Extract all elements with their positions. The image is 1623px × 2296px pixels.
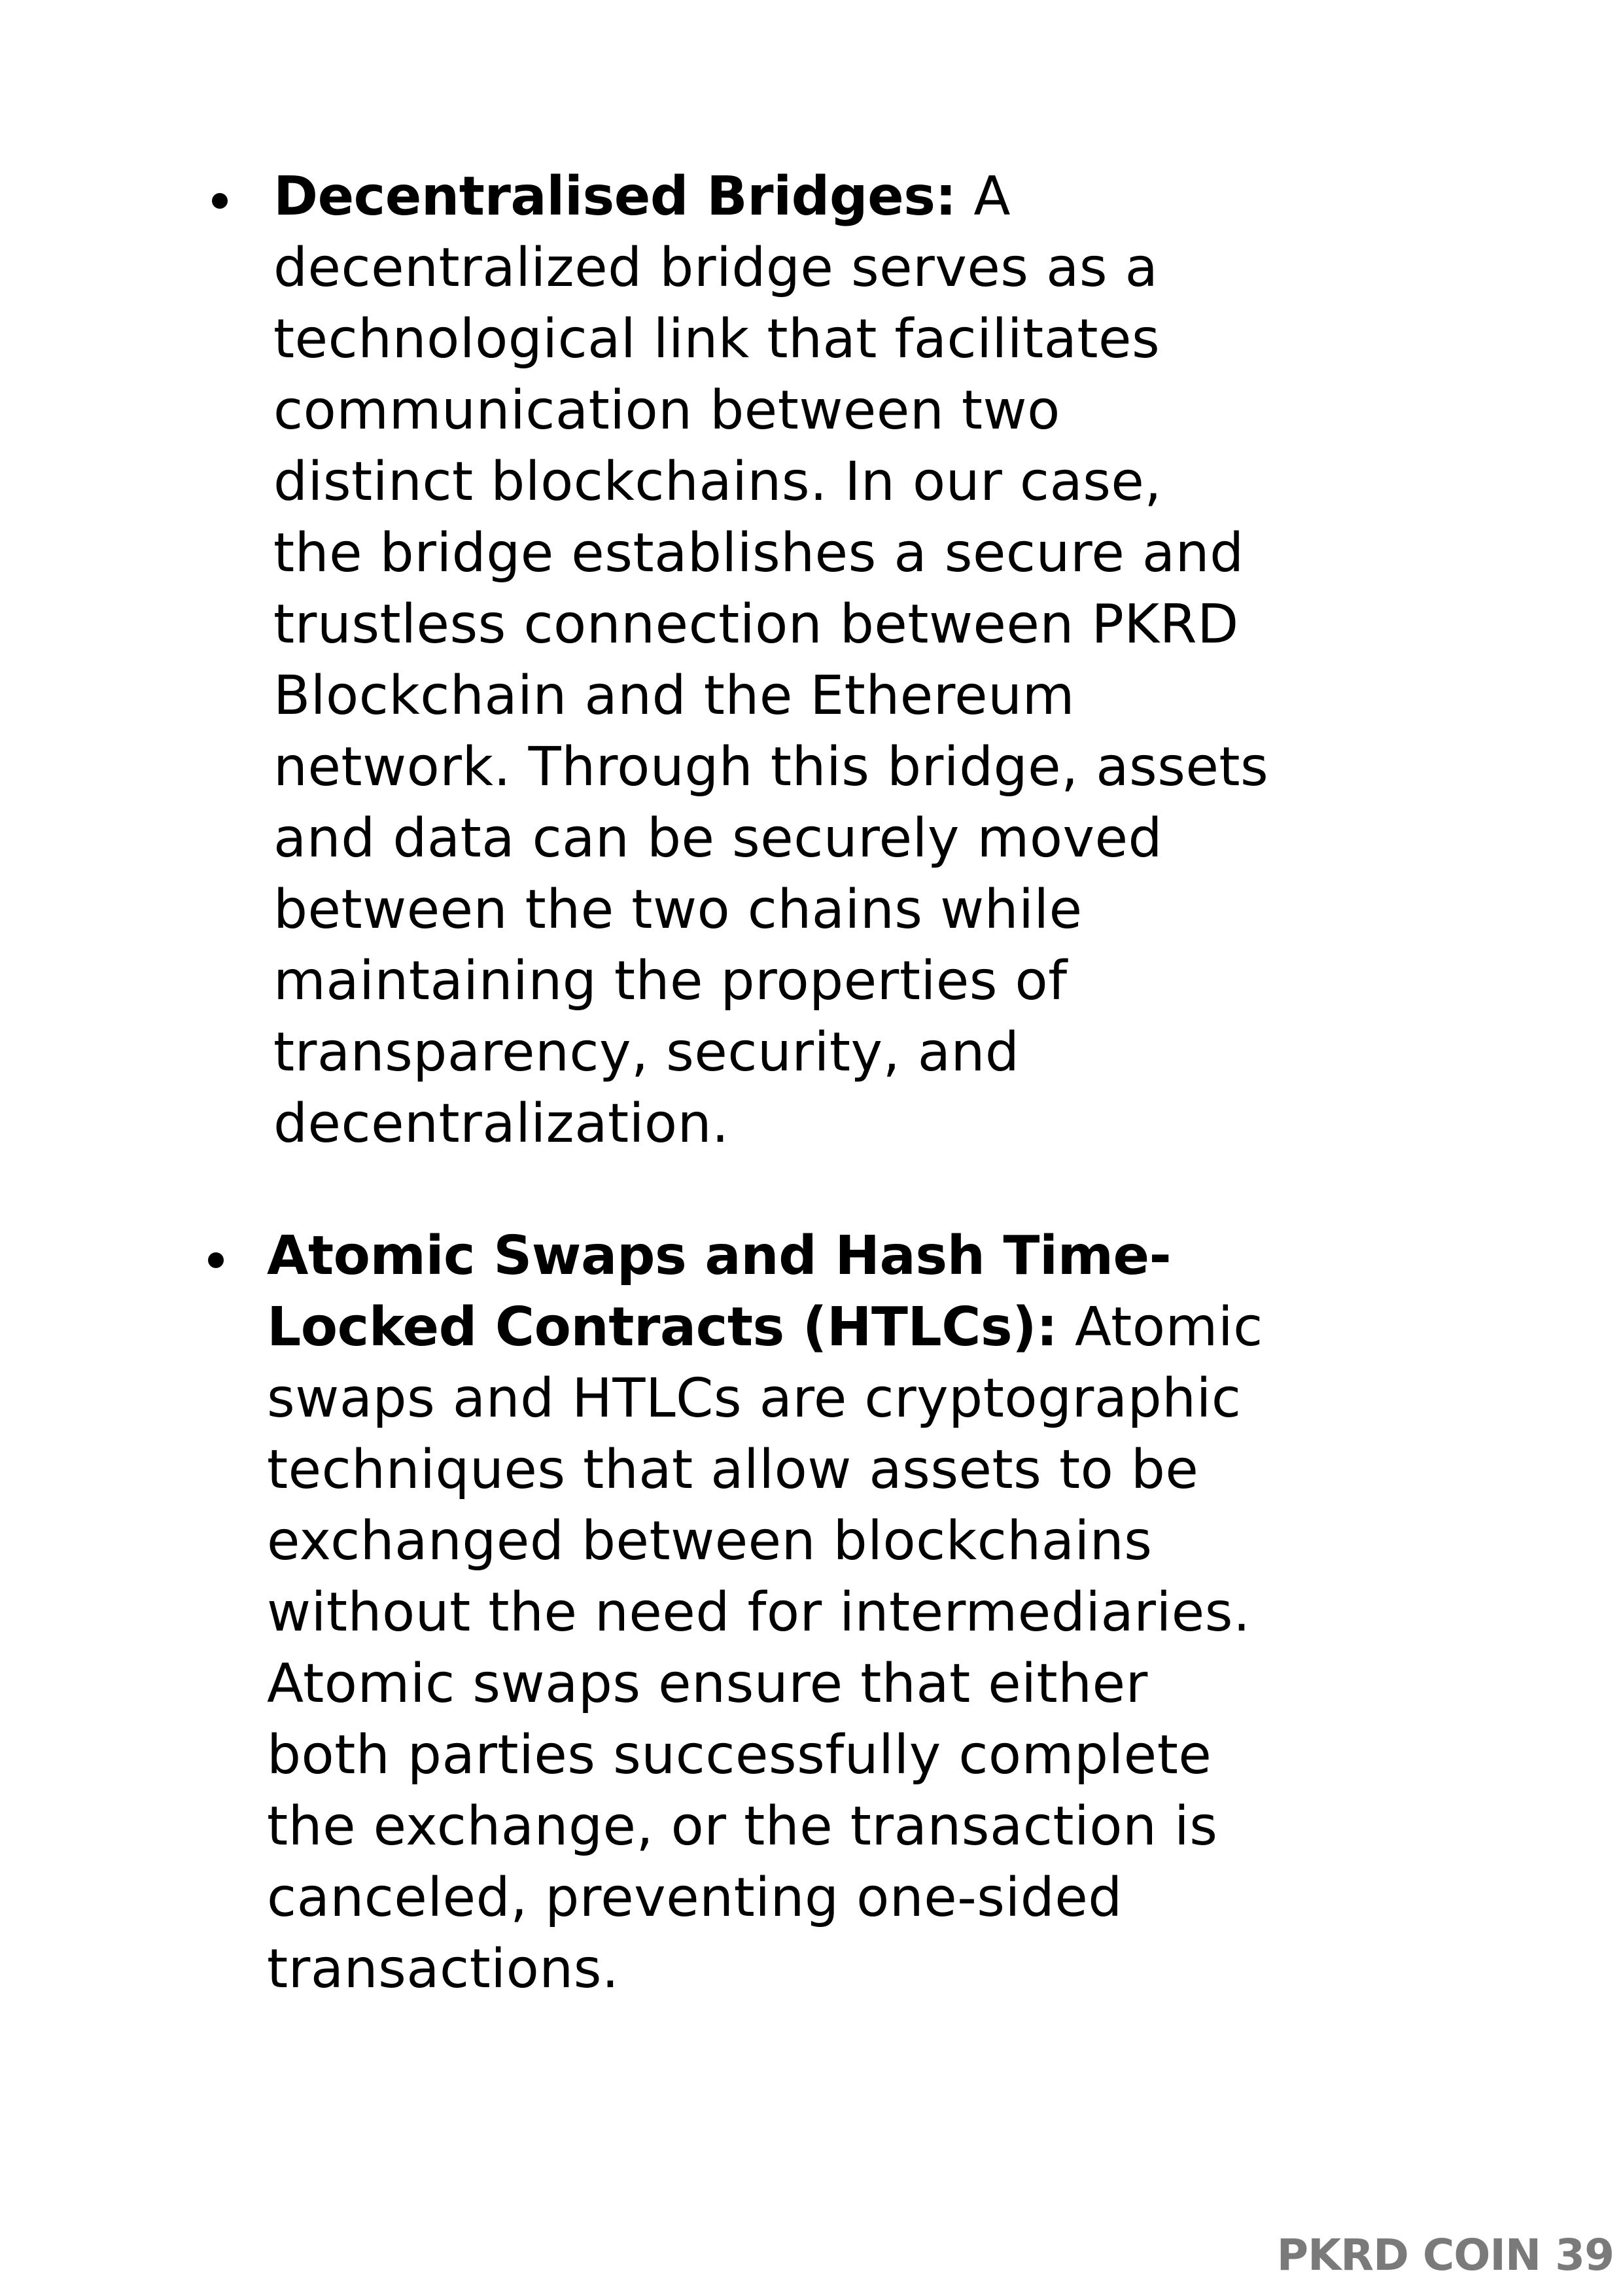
text-line: trustless connection between PKRD bbox=[273, 593, 1239, 656]
item-title: Locked Contracts (HTLCs): bbox=[267, 1296, 1058, 1358]
text-line bbox=[273, 161, 1516, 232]
text-line: both parties successfully complete bbox=[267, 1724, 1212, 1786]
text-line: without the need for intermediaries. bbox=[267, 1581, 1251, 1644]
text-line: techniques that allow assets to be bbox=[267, 1439, 1199, 1501]
item-title: Decentralised Bridges: bbox=[273, 166, 956, 228]
item-title: Atomic Swaps and Hash Time- bbox=[267, 1225, 1172, 1287]
text-line: between the two chains while bbox=[273, 879, 1083, 941]
text-line: decentralization. bbox=[273, 1093, 729, 1155]
bullet-icon bbox=[208, 1252, 224, 1268]
text-line: maintaining the properties of bbox=[273, 950, 1068, 1012]
list-item-text bbox=[273, 161, 1516, 1159]
text-line: transactions. bbox=[267, 1938, 620, 2000]
list-item-text bbox=[267, 1220, 1510, 2005]
text-line: technological link that facilitates bbox=[273, 308, 1161, 370]
text-line: exchanged between blockchains bbox=[267, 1510, 1153, 1572]
text-line: the bridge establishes a secure and bbox=[273, 522, 1244, 584]
text-line: and data can be securely moved bbox=[273, 807, 1163, 870]
text-line: decentralized bridge serves as a bbox=[273, 237, 1159, 299]
text-line: the exchange, or the transaction is bbox=[267, 1795, 1218, 1858]
text-line: swaps and HTLCs are cryptographic bbox=[267, 1368, 1242, 1430]
text-segment: A bbox=[956, 166, 1011, 228]
text-segment: Atomic bbox=[1057, 1296, 1263, 1358]
text-line: Blockchain and the Ethereum bbox=[273, 665, 1075, 727]
text-line: distinct blockchains. In our case, bbox=[273, 451, 1162, 513]
text-line: transparency, security, and bbox=[273, 1021, 1020, 1084]
bullet-icon bbox=[212, 193, 228, 209]
text-line bbox=[267, 1292, 1510, 1363]
text-line: Atomic swaps ensure that either bbox=[267, 1653, 1148, 1715]
text-line: network. Through this bridge, assets bbox=[273, 736, 1269, 798]
page-footer: PKRD COIN 39 bbox=[1276, 2230, 1614, 2280]
text-line: canceled, preventing one-sided bbox=[267, 1867, 1123, 1929]
text-line: communication between two bbox=[273, 380, 1060, 442]
